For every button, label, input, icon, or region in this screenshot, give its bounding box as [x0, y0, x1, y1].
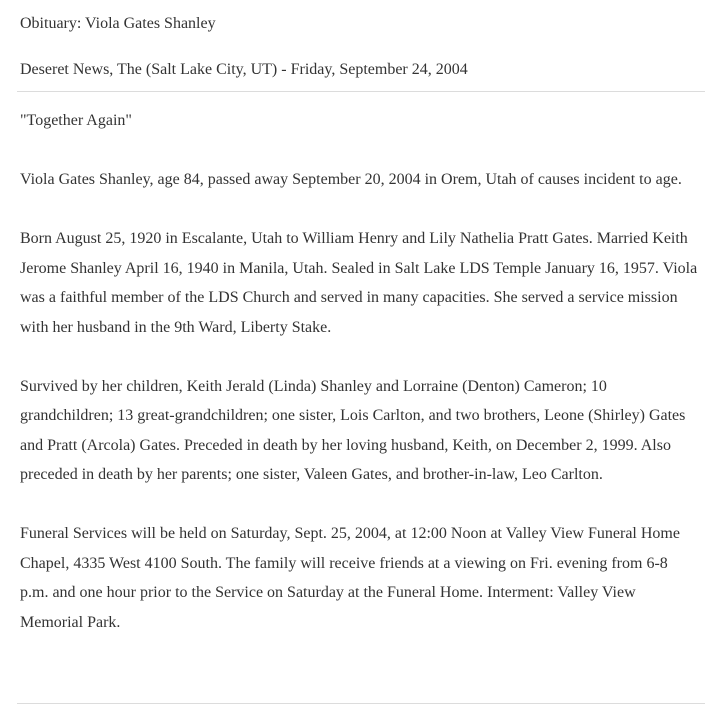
- survivors-paragraph: Survived by her children, Keith Jerald (Linda) Shanley and Lorraine (Denton) Cameron; 10 grandchildren; 13 great-grandchildren; one sister, Lois Carlton, and two brothers, Leone (Shirley) Gates and Pratt (Arcola) Gates. Preceded in death by her loving husband, Keith, on December 2, 1999. Also preceded in death by her parents; one sister, Valeen Gates, and brother-in-law, Leo Carlton.: [20, 377, 686, 483]
- funeral-services-paragraph: Funeral Services will be held on Saturday, Sept. 25, 2004, at 12:00 Noon at Valley View Funeral Home Chapel, 4335 West 4100 South. The family will receive friends at a viewing on Fri. evening from 6-8 p.m. and one hour prior to the Service on Saturday at the Funeral Home. Interment: Valley View Memorial Park.: [20, 525, 680, 631]
- obituary-body: [20, 106, 700, 637]
- headline-quote: "Together Again": [20, 112, 132, 129]
- top-divider: [17, 91, 705, 92]
- death-notice-paragraph: Viola Gates Shanley, age 84, passed away September 20, 2004 in Orem, Utah of causes incident to age.: [20, 171, 682, 188]
- biography-paragraph: Born August 25, 1920 in Escalante, Utah to William Henry and Lily Nathelia Pratt Gates. Married Keith Jerome Shanley April 16, 1940 in Manila, Utah. Sealed in Salt Lake LDS Temple January 16, 1957. Viola was a faithful member of the LDS Church and served in many capacities. She served a service mission with her husband in the 9th Ward, Liberty Stake.: [20, 230, 698, 336]
- bottom-divider: [17, 703, 705, 704]
- source-line: Deseret News, The (Salt Lake City, UT) - Friday, September 24, 2004: [20, 61, 468, 78]
- page-title: Obituary: Viola Gates Shanley: [20, 15, 216, 32]
